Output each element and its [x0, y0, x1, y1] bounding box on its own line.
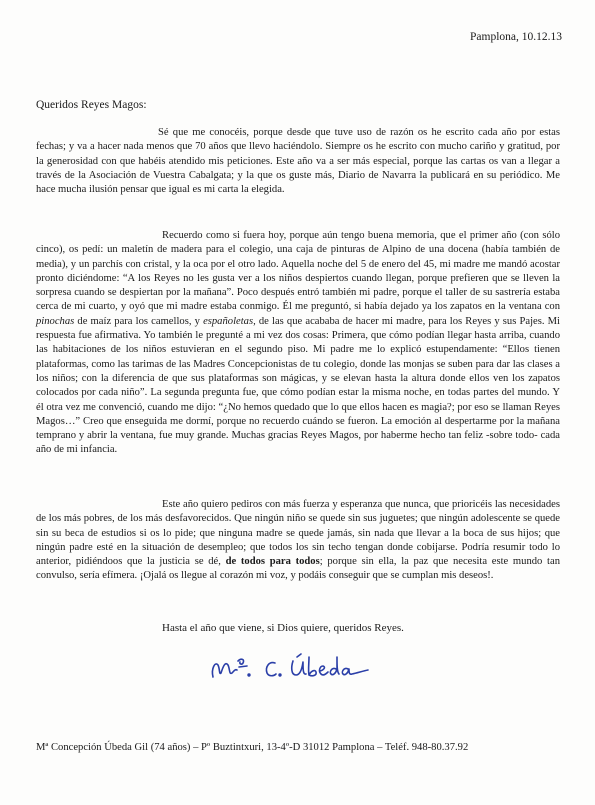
paragraph-1-text: Sé que me conocéis, porque desde que tuve uso de razón os he escrito cada año por estas fechas; y va a hacer nada menos que 70 años que llevo haciéndolo. Siempre os he escrito con mucho cariño y gratitud, por la generosidad con que habéis atendido mis peticiones. Este año va a ser más especial, porque las cartas os van a llegar a través de la Asociación de Vuestra Cabalgata; y la que os guste más, Diario de Navarra la publicará en su periódico. Me hace mucha ilusión pensar que igual es mi carta la elegida. — [36, 127, 560, 196]
salutation: Queridos Reyes Magos: — [36, 99, 147, 111]
handwritten-signature — [205, 651, 395, 685]
paragraph-1 — [36, 126, 560, 197]
bold-de-todos-para-todos: de todos para todos — [225, 556, 320, 568]
paragraph-3-part-1: Este año quiero pediros con más fuerza y esperanza que nunca, que prioricéis las necesidades de los más pobres, de los más desfavorecidos. Que ningún niño se quede sin sus juguetes; que ningún adolescente se quede sin su beca de estudios si os lo pide; que ninguna madre se quede jamás, sin nada que llevar a la boca de sus hijos; que ningún padre esté en la situación de desempleo; que todos los sin techo tengan donde cobijarse. Podría resumir todo lo anterior, pidiéndoos que la justicia se dé, — [36, 499, 560, 568]
paragraph-2-part-1: Recuerdo como si fuera hoy, porque aún tengo buena memoria, que el primer año (con sólo cinco), os pedí: un maletín de madera para el colegio, una caja de pinturas de Alpino de una docena (había también de media), y un parchís con cristal, y la oca por el otro lado. Aquella noche del 5 de enero del 45, mi madre me mandó acostar pronto diciéndome: “A los Reyes no les gusta ver a los niños despiertos cuando llegan, porque prefieren que se lleven la sorpresa cuando se despiertan por la mañana”. Poco después entró también mi padre, porque el taller de su sastrería estaba cerca de mi cuarto, y oyó que mi madre estaba conmigo. Él me preguntó, si había dejado ya los zapatos en la ventana con — [36, 230, 560, 313]
paragraph-2 — [36, 229, 560, 458]
sender-footer: Mª Concepción Úbeda Gil (74 años) – Pº Buztintxuri, 13-4º-D 31012 Pamplona – Teléf. 948-80.37.92 — [36, 742, 469, 753]
italic-pinochas: pinochas — [36, 315, 75, 327]
paragraph-3-part-2: ; porque sin ella, la paz que necesita este mundo tan convulso, sería efímera. ¡Ojalá os llegue al corazón mi voz, y podáis conseguir que se cumplan mis deseos!. — [36, 556, 560, 582]
paragraph-3 — [36, 498, 560, 584]
paragraph-2-part-3: de las que acababa de hacer mi madre, para los Reyes y sus Pajes. Mi respuesta fue afirmativa. Yo también le pregunté a mi vez dos cosas: Primera, que cómo podían llegar hasta arriba, cuando las habitaciones de los niños estuvieran en el segundo piso. Mi padre me lo explicó estupendamente: “Ellos tienen plataformas, como las tarimas de las Madres Concepcionistas de tu colegio, donde las monjas se suben para dar las clases a los niños; con la diferencia de que sus plataformas son mágicas, y se elevan hasta la altura donde ellos ven los zapatos colocados por cada niño”. La segunda pregunta fue, que cómo podían estar la misma noche, en todas partes del mundo. Y él otra vez me convenció, cuando me dijo: “¿No hemos quedado que lo que ellos hacen es magia?; por eso se llaman Reyes Magos…” Creo que enseguida me dormí, porque no recuerdo cuándo se fueron. La emoción al despertarme por la mañana temprano y abrir la ventana, fue muy grande. Muchas gracias Reyes Magos, por haberme hecho tan feliz -sobre todo- cada año de mi infancia. — [36, 315, 560, 456]
paragraph-2-text — [36, 229, 560, 458]
letter-date: Pamplona, 10.12.13 — [470, 31, 562, 43]
italic-espanoletas: españoletas, — [203, 315, 256, 327]
paragraph-2-part-2: de maíz para los camellos, y — [74, 315, 204, 327]
closing-line: Hasta el año que viene, si Dios quiere, queridos Reyes. — [162, 622, 404, 634]
paragraph-3-text — [36, 498, 560, 584]
